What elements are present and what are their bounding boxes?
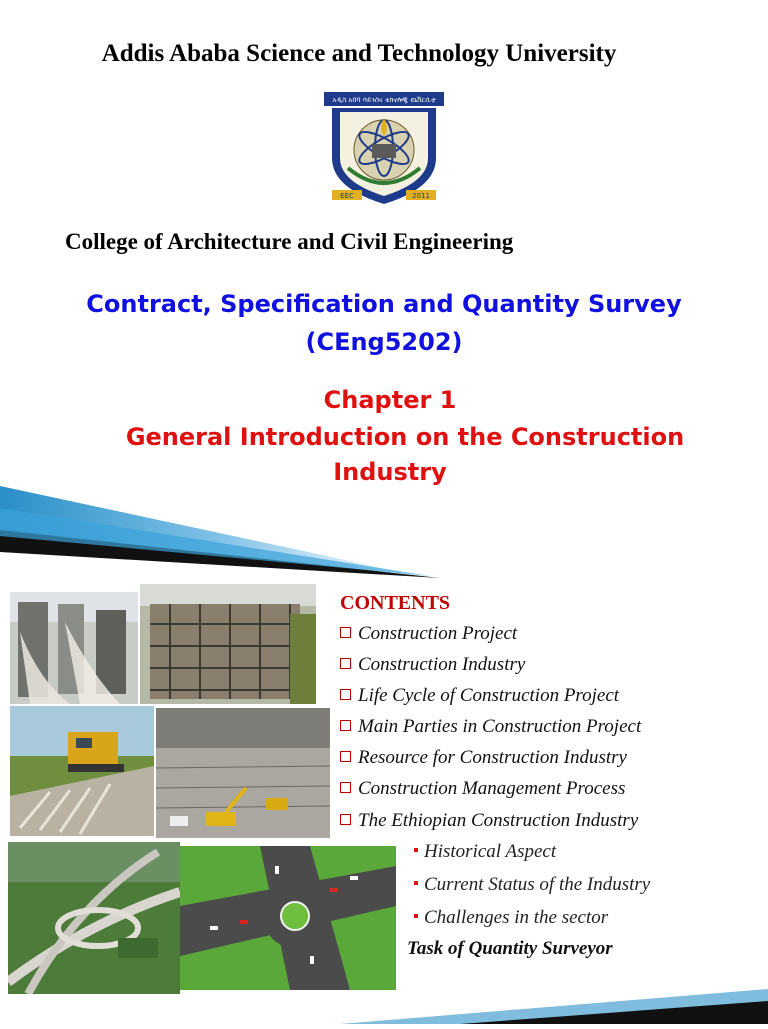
contents-heading: CONTENTS bbox=[340, 592, 451, 614]
square-bullet-icon bbox=[414, 848, 418, 852]
sub-list-item: Historical Aspect bbox=[414, 841, 556, 863]
chapter-title-line1: General Introduction on the Construction bbox=[125, 423, 685, 451]
svg-text:EEC: EEC bbox=[340, 192, 354, 200]
dam-photo bbox=[10, 592, 138, 704]
university-title: Addis Ababa Science and Technology University bbox=[101, 40, 617, 67]
checkbox-bullet-icon bbox=[340, 782, 351, 793]
sub-list-item: Challenges in the sector bbox=[414, 907, 608, 929]
list-item: Construction Management Process bbox=[340, 778, 625, 800]
sub-list-item: Current Status of the Industry bbox=[414, 874, 650, 896]
list-item: Construction Industry bbox=[340, 654, 525, 676]
list-item: Life Cycle of Construction Project bbox=[340, 685, 619, 707]
course-title: Contract, Specification and Quantity Survey bbox=[86, 290, 682, 318]
bottom-swoosh bbox=[340, 985, 768, 1024]
university-logo bbox=[318, 88, 450, 208]
list-item: Construction Project bbox=[340, 623, 517, 645]
task-item: Task of Quantity Surveyor bbox=[407, 938, 613, 959]
list-item: Main Parties in Construction Project bbox=[340, 716, 641, 738]
checkbox-bullet-icon bbox=[340, 658, 351, 669]
checkbox-bullet-icon bbox=[340, 751, 351, 762]
highway-interchange-photo bbox=[8, 842, 180, 994]
svg-text:2011: 2011 bbox=[412, 192, 430, 200]
square-bullet-icon bbox=[414, 914, 418, 918]
decorative-swoosh bbox=[0, 480, 768, 580]
scaffold-building-photo bbox=[140, 584, 316, 704]
roundabout-render-photo bbox=[180, 846, 396, 990]
checkbox-bullet-icon bbox=[340, 689, 351, 700]
course-code: (CEng5202) bbox=[305, 328, 463, 356]
rail-track-machine-photo bbox=[10, 706, 154, 836]
list-item: The Ethiopian Construction Industry bbox=[340, 810, 638, 832]
college-name: College of Architecture and Civil Engineering bbox=[65, 229, 514, 254]
list-item: Resource for Construction Industry bbox=[340, 747, 627, 769]
chapter-title-line2: Industry bbox=[333, 458, 447, 486]
square-bullet-icon bbox=[414, 881, 418, 885]
excavation-site-photo bbox=[156, 708, 330, 838]
svg-text:አዲስ አበባ ሳይንስና ቴክኖሎጂ ዩኒቨርሲቲ: አዲስ አበባ ሳይንስና ቴክኖሎጂ ዩኒቨርሲቲ bbox=[332, 96, 436, 104]
checkbox-bullet-icon bbox=[340, 720, 351, 731]
checkbox-bullet-icon bbox=[340, 814, 351, 825]
checkbox-bullet-icon bbox=[340, 627, 351, 638]
chapter-label: Chapter 1 bbox=[323, 386, 457, 414]
